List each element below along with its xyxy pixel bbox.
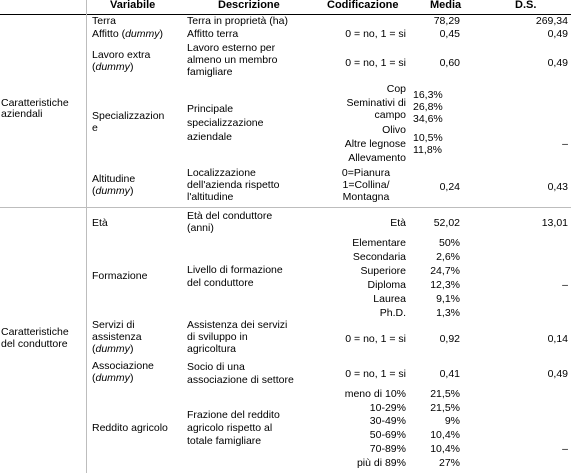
cod-reddito-1: meno di 10% [344,388,406,400]
media-reddito-4: 10,4% [430,429,460,441]
cod-alt-l2: 1=Collina/ [342,179,390,191]
ds-lavoro: 0,49 [547,57,568,69]
desc-reddito-l3: totale famigliare [187,435,262,447]
section-label-conduttore-2: del conduttore [1,338,68,350]
cod-spec-semi-l2: campo [374,109,406,121]
var-servizi-l2: assistenza [92,331,142,343]
desc-affitto: Affitto terra [187,28,239,40]
section-label-aziendali-1: Caratteristiche [1,97,69,109]
header-media: Media [430,0,462,11]
media-spec-5: 11,8% [413,144,442,156]
media-form-3: 24,7% [430,265,460,277]
cod-eta: Età [390,217,406,229]
cod-reddito-4: 50-69% [369,429,406,441]
cod-reddito-3: 30-49% [369,415,406,427]
cod-form-1: Elementare [352,237,406,249]
cod-form-2: Secondaria [352,251,406,263]
cod-spec-semi-l1: Seminativi di [346,97,406,109]
desc-eta-l2: (anni) [187,222,214,234]
cod-spec-cop: Cop [386,83,406,95]
var-servizi-l1: Servizi di [92,319,135,331]
media-eta: 52,02 [433,217,460,229]
desc-reddito-l2: agricolo rispetto al [187,422,273,434]
desc-eta-l1: Età del conduttore [187,210,273,222]
media-reddito-6: 27% [438,457,460,469]
cod-assoc: 0 = no, 1 = si [345,368,406,380]
desc-alt-l3: l'altitudine [187,191,234,203]
media-form-1: 50% [438,237,460,249]
media-alt: 0,24 [439,181,460,193]
ds-eta: 13,01 [541,217,568,229]
header-codificazione: Codificazione [327,0,399,11]
var-terra: Terra [92,15,116,27]
desc-lavoro-l2: almeno un membro [187,54,278,66]
desc-form-l1: Livello di formazione [187,264,283,276]
media-reddito-5: 10,4% [430,443,460,455]
cod-alt-l1: 0=Pianura [341,167,391,179]
media-reddito-1: 21,5% [430,388,460,400]
cod-spec-altre: Altre legnose [344,138,406,150]
cod-form-5: Laurea [373,293,406,305]
column-divider [86,0,87,473]
media-form-4: 12,3% [430,279,460,291]
media-form-6: 1,3% [436,307,460,319]
desc-lavoro-l3: famigliare [187,66,233,78]
section-label-conduttore-1: Caratteristiche [1,326,69,338]
cod-alt-l3: Montagna [342,191,390,203]
cod-spec-olivo: Olivo [382,124,406,136]
header-ds: D.S. [515,0,537,11]
cod-servizi: 0 = no, 1 = si [345,333,406,345]
ds-spec: – [562,138,568,150]
ds-servizi: 0,14 [547,333,568,345]
var-lavoro-l1: Lavoro extra [92,49,151,61]
ds-reddito: – [562,443,568,455]
var-spec-l2: e [92,122,98,134]
media-assoc: 0,41 [439,368,460,380]
var-servizi-l3: (dummy) [92,343,134,355]
ds-terra: 269,34 [535,15,568,27]
desc-spec-l1: Principale [187,103,234,115]
cod-reddito-6: più di 89% [356,457,406,469]
desc-servizi-l1: Assistenza dei servizi [187,319,288,331]
desc-assoc-l2: associazione di settore [187,374,294,386]
desc-assoc-l1: Socio di una [187,361,245,373]
media-spec-1: 16,3% [413,89,443,101]
cod-affitto: 0 = no, 1 = si [345,28,406,40]
desc-lavoro-l1: Lavoro esterno per [187,42,276,54]
cod-reddito-5: 70-89% [369,443,406,455]
media-spec-4: 10,5% [413,132,443,144]
var-affitto: Affitto (dummy) [92,28,164,40]
media-spec-3: 34,6% [413,113,443,125]
cod-reddito-2: 10-29% [369,402,406,414]
header-descrizione: Descrizione [218,0,280,11]
desc-form-l2: del conduttore [187,277,254,289]
cod-spec-allev: Allevamento [348,152,406,164]
desc-spec-l3: aziendale [187,131,232,143]
header-variabile: Variabile [110,0,156,11]
desc-alt-l2: dell'azienda rispetto [187,179,280,191]
media-lavoro: 0,60 [439,57,460,69]
media-reddito-3: 9% [444,415,460,427]
media-servizi: 0,92 [439,333,460,345]
desc-servizi-l2: di sviluppo in [187,331,248,343]
var-assoc-l2: (dummy) [92,372,134,384]
var-reddito: Reddito agricolo [92,422,168,434]
desc-terra: Terra in proprietà (ha) [187,15,288,27]
ds-affitto: 0,49 [547,28,568,40]
desc-reddito-l1: Frazione del reddito [187,409,280,421]
var-formazione: Formazione [92,270,148,282]
var-lavoro-l2: (dummy) [92,61,134,73]
ds-form: – [562,279,568,291]
var-alt-l1: Altitudine [92,173,136,185]
desc-alt-l1: Localizzazione [187,167,256,179]
media-form-5: 9,1% [436,293,460,305]
var-spec-l1: Specializzazion [92,110,165,122]
var-eta: Età [92,217,108,229]
var-assoc-l1: Associazione [92,360,154,372]
media-terra: 78,29 [433,15,460,27]
cod-form-4: Diploma [367,279,406,291]
media-reddito-2: 21,5% [430,402,460,414]
var-alt-l2: (dummy) [92,185,134,197]
media-form-2: 2,6% [436,251,460,263]
cod-lavoro: 0 = no, 1 = si [345,57,406,69]
media-spec-2: 26,8% [413,101,443,113]
cod-form-6: Ph.D. [379,307,406,319]
cod-form-3: Superiore [360,265,406,277]
desc-servizi-l3: agricoltura [187,343,237,355]
ds-alt: 0,43 [547,181,568,193]
ds-assoc: 0,49 [547,368,568,380]
section-label-aziendali-2: aziendali [1,108,43,120]
media-affitto: 0,45 [439,28,460,40]
desc-spec-l2: specializzazione [187,117,264,129]
